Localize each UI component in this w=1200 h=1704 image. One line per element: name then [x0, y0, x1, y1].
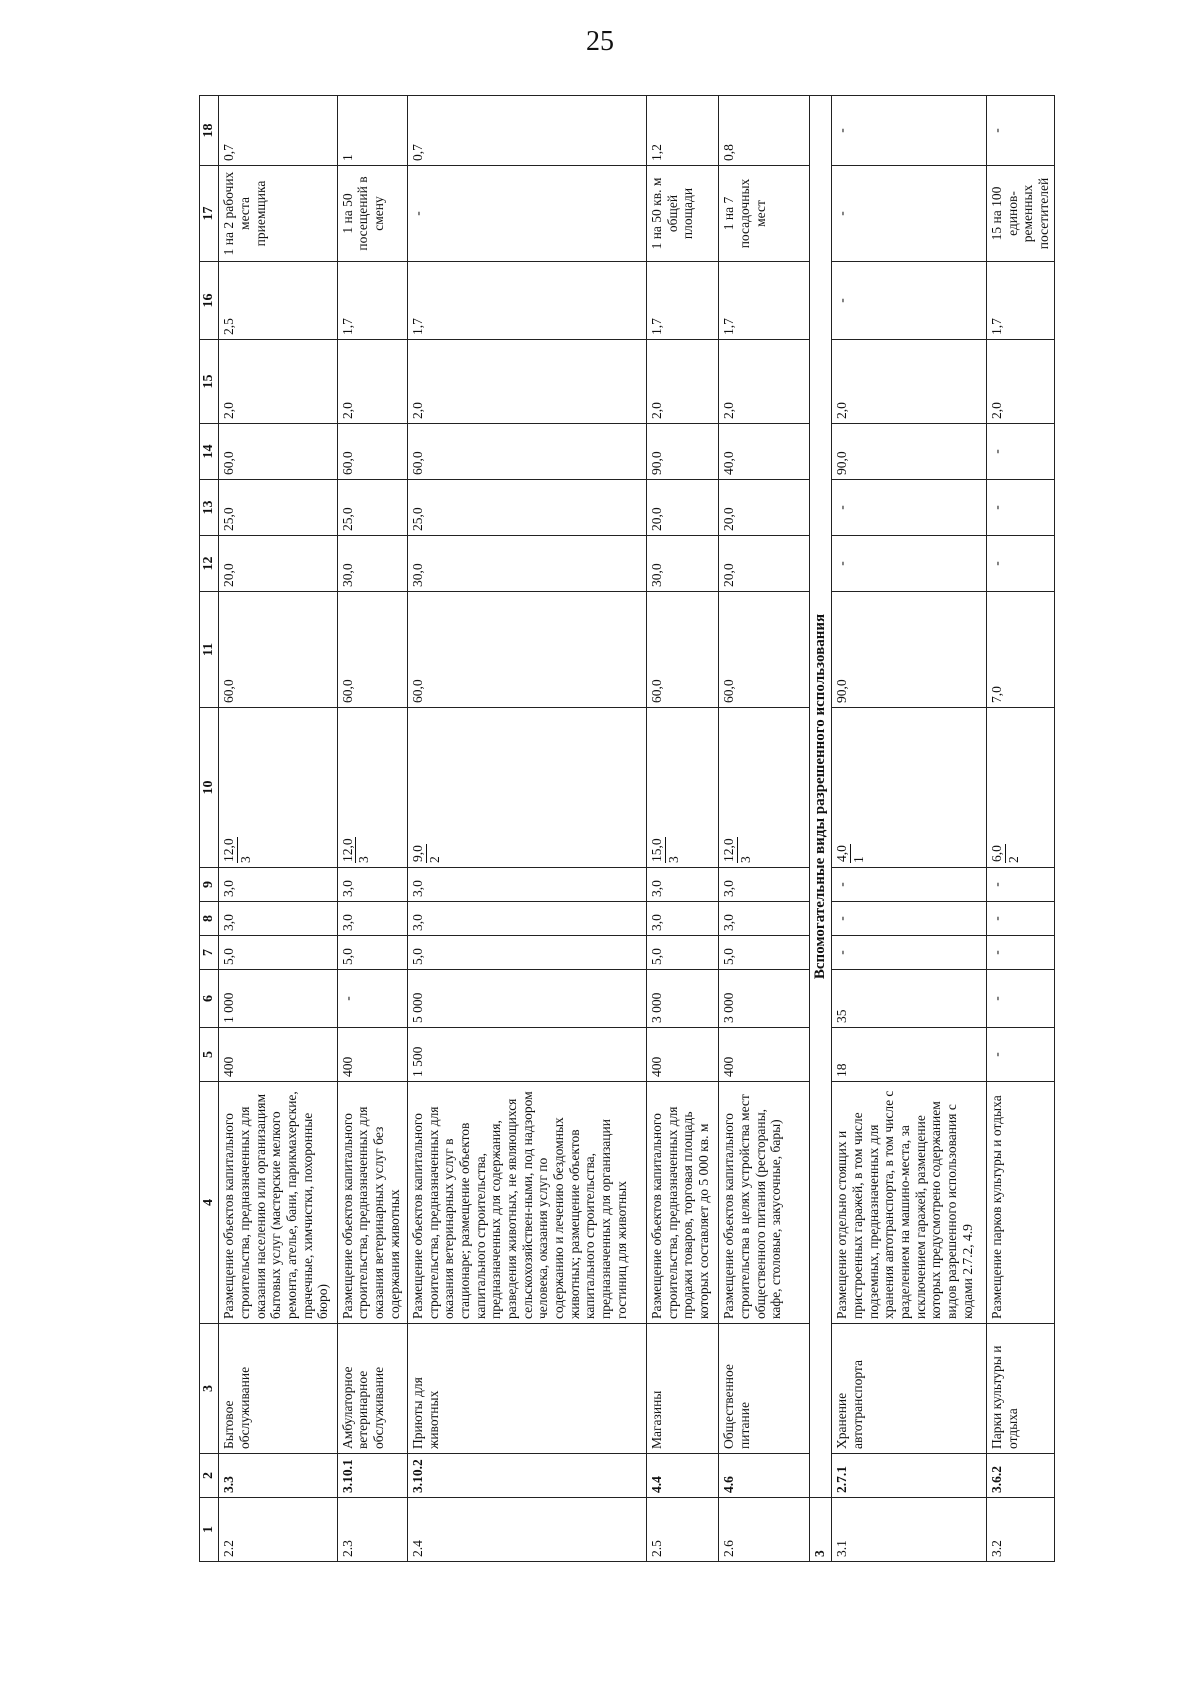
cell-value: 35: [832, 970, 987, 1028]
cell-value: 30,0: [647, 536, 719, 592]
cell-value: 400: [719, 1028, 809, 1082]
cell-value: 25,0: [337, 480, 407, 536]
cell-value: -: [337, 970, 407, 1028]
cell-number: 2.5: [647, 1498, 719, 1562]
cell-value: 0,7: [408, 96, 647, 166]
cell-parking: 1 на 2 рабочих места приемщика: [219, 166, 338, 262]
cell-value: 3,0: [408, 902, 647, 936]
cell-value: -: [987, 96, 1055, 166]
col-header: 5: [200, 1028, 219, 1082]
cell-value: 90,0: [832, 592, 987, 708]
col-header: 8: [200, 902, 219, 936]
cell-code: 4.6: [719, 1454, 809, 1498]
table-row: [647, 96, 719, 1562]
cell-use-name: Бытовое обслуживание: [219, 1324, 338, 1454]
cell-value: 3,0: [337, 868, 407, 902]
cell-fraction: [832, 708, 987, 868]
cell-value: 3 000: [647, 970, 719, 1028]
cell-value: 2,5: [219, 262, 338, 340]
fraction-denominator: 3: [237, 856, 253, 863]
cell-value: -: [832, 96, 987, 166]
cell-value: 400: [337, 1028, 407, 1082]
cell-parking: 1 на 50 посещений в смену: [337, 166, 407, 262]
cell-value: 3,0: [337, 902, 407, 936]
fraction-denominator: 3: [665, 856, 681, 863]
cell-number: 2.4: [408, 1498, 647, 1562]
section-row: [809, 96, 831, 1562]
cell-value: -: [987, 868, 1055, 902]
cell-value: 400: [219, 1028, 338, 1082]
cell-fraction: [719, 708, 809, 868]
cell-value: -: [832, 902, 987, 936]
cell-fraction: [647, 708, 719, 868]
cell-value: 60,0: [408, 592, 647, 708]
cell-value: 40,0: [719, 424, 809, 480]
cell-value: 20,0: [719, 536, 809, 592]
cell-value: 60,0: [219, 592, 338, 708]
cell-value: 1 500: [408, 1028, 647, 1082]
cell-value: -: [832, 868, 987, 902]
cell-value: -: [987, 424, 1055, 480]
cell-value: 60,0: [719, 592, 809, 708]
fraction-denominator: 3: [738, 856, 754, 863]
col-header: 14: [200, 424, 219, 480]
cell-value: 1,7: [337, 262, 407, 340]
fraction-numerator: 4,0: [834, 845, 850, 862]
cell-value: 20,0: [719, 480, 809, 536]
cell-value: 25,0: [408, 480, 647, 536]
fraction-denominator: 3: [356, 856, 372, 863]
cell-value: 1: [337, 96, 407, 166]
cell-description: Размещение объектов капитального строительства, предназначенных для оказания ветеринарных услуг без содержания животных: [337, 1082, 407, 1324]
cell-value: 2,0: [987, 340, 1055, 424]
zoning-table-rotated: [199, 96, 1055, 1562]
cell-number: 2.6: [719, 1498, 809, 1562]
fraction: [221, 837, 253, 863]
cell-description: Размещение объектов капитального строительства в целях устройства мест общественного питания (рестораны, кафе, столовые, закусочные, бары): [719, 1082, 809, 1324]
cell-value: 1,7: [408, 262, 647, 340]
cell-value: 5 000: [408, 970, 647, 1028]
fraction: [989, 844, 1021, 863]
cell-description: Размещение объектов капитального строительства, предназначенных для оказания населению или организациям бытовых услуг (мастерские мелкого ремонта, ателье, бани, парикмахерские, прачечные, химчистки, похоронные бюро): [219, 1082, 338, 1324]
cell-value: 5,0: [719, 936, 809, 970]
cell-use-name: Приюты для животных: [408, 1324, 647, 1454]
cell-value: 90,0: [832, 424, 987, 480]
cell-value: 2,0: [337, 340, 407, 424]
cell-code: 3.3: [219, 1454, 338, 1498]
cell-fraction: [219, 708, 338, 868]
cell-description: Размещение парков культуры и отдыха: [987, 1082, 1055, 1324]
header-row: [200, 96, 219, 1562]
cell-fraction: [337, 708, 407, 868]
fraction-numerator: 12,0: [339, 838, 355, 862]
table-row: [219, 96, 338, 1562]
fraction-numerator: 12,0: [721, 838, 737, 862]
cell-value: 60,0: [408, 424, 647, 480]
cell-value: -: [832, 936, 987, 970]
col-header: 18: [200, 96, 219, 166]
fraction-denominator: 2: [426, 856, 442, 863]
cell-value: 5,0: [337, 936, 407, 970]
col-header: 13: [200, 480, 219, 536]
cell-number: 3.2: [987, 1498, 1055, 1562]
cell-number: 2.3: [337, 1498, 407, 1562]
fraction-denominator: 2: [1005, 856, 1021, 863]
cell-parking: 1 на 50 кв. м общей площади: [647, 166, 719, 262]
cell-value: -: [987, 1028, 1055, 1082]
cell-code: 4.4: [647, 1454, 719, 1498]
cell-value: 5,0: [408, 936, 647, 970]
col-header: 10: [200, 708, 219, 868]
cell-value: 0,8: [719, 96, 809, 166]
cell-value: -: [987, 902, 1055, 936]
cell-value: 1,7: [987, 262, 1055, 340]
col-header: 6: [200, 970, 219, 1028]
fraction-numerator: 9,0: [410, 845, 426, 862]
cell-description: Размещение объектов капитального строительства, предназначенных для продажи товаров, торговая площадь которых составляет до 5 000 кв. м: [647, 1082, 719, 1324]
cell-value: 25,0: [219, 480, 338, 536]
col-header: 9: [200, 868, 219, 902]
table-row: [987, 96, 1055, 1562]
cell-value: 3,0: [219, 868, 338, 902]
col-header: 1: [200, 1498, 219, 1562]
section-title: Вспомогательные виды разрешенного использования: [809, 96, 831, 1498]
cell-value: 3 000: [719, 970, 809, 1028]
cell-value: 20,0: [219, 536, 338, 592]
cell-parking: 15 на 100 единов-ременных посетителей: [987, 166, 1055, 262]
col-header: 2: [200, 1454, 219, 1498]
cell-value: 3,0: [647, 868, 719, 902]
cell-value: 60,0: [337, 424, 407, 480]
cell-use-name: Общественное питание: [719, 1324, 809, 1454]
fraction: [410, 844, 442, 863]
cell-value: -: [832, 262, 987, 340]
cell-code: 3.6.2: [987, 1454, 1055, 1498]
page-number: 25: [586, 26, 614, 57]
cell-value: 1,7: [719, 262, 809, 340]
cell-value: -: [987, 480, 1055, 536]
cell-value: 5,0: [647, 936, 719, 970]
cell-value: 2,0: [647, 340, 719, 424]
table-row: [408, 96, 647, 1562]
cell-value: 3,0: [719, 902, 809, 936]
fraction: [834, 844, 866, 863]
cell-fraction: [408, 708, 647, 868]
cell-value: 3,0: [647, 902, 719, 936]
col-header: 17: [200, 166, 219, 262]
col-header: 4: [200, 1082, 219, 1324]
fraction: [340, 837, 372, 863]
cell-value: 30,0: [408, 536, 647, 592]
zoning-table: [199, 95, 1055, 1562]
cell-value: 30,0: [337, 536, 407, 592]
cell-description: Размещение объектов капитального строительства, предназначенных для оказания ветеринарных услуг в стационаре; размещение объектов капитального строительства, предназначенных для содержания, разведения животных, не являющихся сельскохозяйствен-ными, под надзором человека, оказания услуг по содержанию и лечению бездомных животных; размещение объектов капитального строительства, предназначенных для организации гостиниц для животных: [408, 1082, 647, 1324]
cell-value: -: [832, 480, 987, 536]
cell-use-name: Парки культуры и отдыха: [987, 1324, 1055, 1454]
cell-value: 1 000: [219, 970, 338, 1028]
cell-description: Размещение отдельно стоящих и пристроенных гаражей, в том числе подземных, предназначенных для хранения автотранспорта, в том числе с разделением на машино-места, за исключением гаражей, размещение которых предусмотрено содержанием видов разрешенного использования с кодами 2.7.2, 4.9: [832, 1082, 987, 1324]
cell-value: -: [987, 936, 1055, 970]
table-row: [832, 96, 987, 1562]
cell-value: 2,0: [219, 340, 338, 424]
cell-code: 3.10.2: [408, 1454, 647, 1498]
cell-value: 7,0: [987, 592, 1055, 708]
col-header: 11: [200, 592, 219, 708]
col-header: 7: [200, 936, 219, 970]
cell-number: 2.2: [219, 1498, 338, 1562]
cell-use-name: Хранение автотранспорта: [832, 1324, 987, 1454]
cell-use-name: Магазины: [647, 1324, 719, 1454]
fraction-numerator: 15,0: [649, 838, 665, 862]
fraction: [721, 837, 753, 863]
cell-value: 5,0: [219, 936, 338, 970]
col-header: 15: [200, 340, 219, 424]
cell-value: 0,7: [219, 96, 338, 166]
cell-number: 3.1: [832, 1498, 987, 1562]
cell-value: 1,2: [647, 96, 719, 166]
cell-value: 20,0: [647, 480, 719, 536]
fraction-denominator: 1: [851, 856, 867, 863]
fraction-numerator: 6,0: [989, 845, 1005, 862]
cell-value: -: [832, 536, 987, 592]
cell-value: 2,0: [408, 340, 647, 424]
fraction: [649, 837, 681, 863]
cell-fraction: [987, 708, 1055, 868]
section-number: 3: [809, 1498, 831, 1562]
cell-value: 60,0: [337, 592, 407, 708]
cell-value: 18: [832, 1028, 987, 1082]
cell-value: 3,0: [719, 868, 809, 902]
cell-parking: 1 на 7 посадочных мест: [719, 166, 809, 262]
table-row: [337, 96, 407, 1562]
cell-value: 3,0: [408, 868, 647, 902]
cell-code: 2.7.1: [832, 1454, 987, 1498]
cell-value: 400: [647, 1028, 719, 1082]
cell-value: 2,0: [832, 340, 987, 424]
cell-value: 60,0: [647, 592, 719, 708]
cell-value: 3,0: [219, 902, 338, 936]
fraction-numerator: 12,0: [221, 838, 237, 862]
cell-value: -: [987, 970, 1055, 1028]
col-header: 16: [200, 262, 219, 340]
cell-value: 60,0: [219, 424, 338, 480]
cell-value: 90,0: [647, 424, 719, 480]
col-header: 3: [200, 1324, 219, 1454]
cell-value: -: [987, 536, 1055, 592]
table-row: [719, 96, 809, 1562]
cell-parking: -: [408, 166, 647, 262]
col-header: 12: [200, 536, 219, 592]
cell-code: 3.10.1: [337, 1454, 407, 1498]
cell-value: 2,0: [719, 340, 809, 424]
cell-value: 1,7: [647, 262, 719, 340]
cell-use-name: Амбулаторное ветеринарное обслуживание: [337, 1324, 407, 1454]
cell-parking: -: [832, 166, 987, 262]
